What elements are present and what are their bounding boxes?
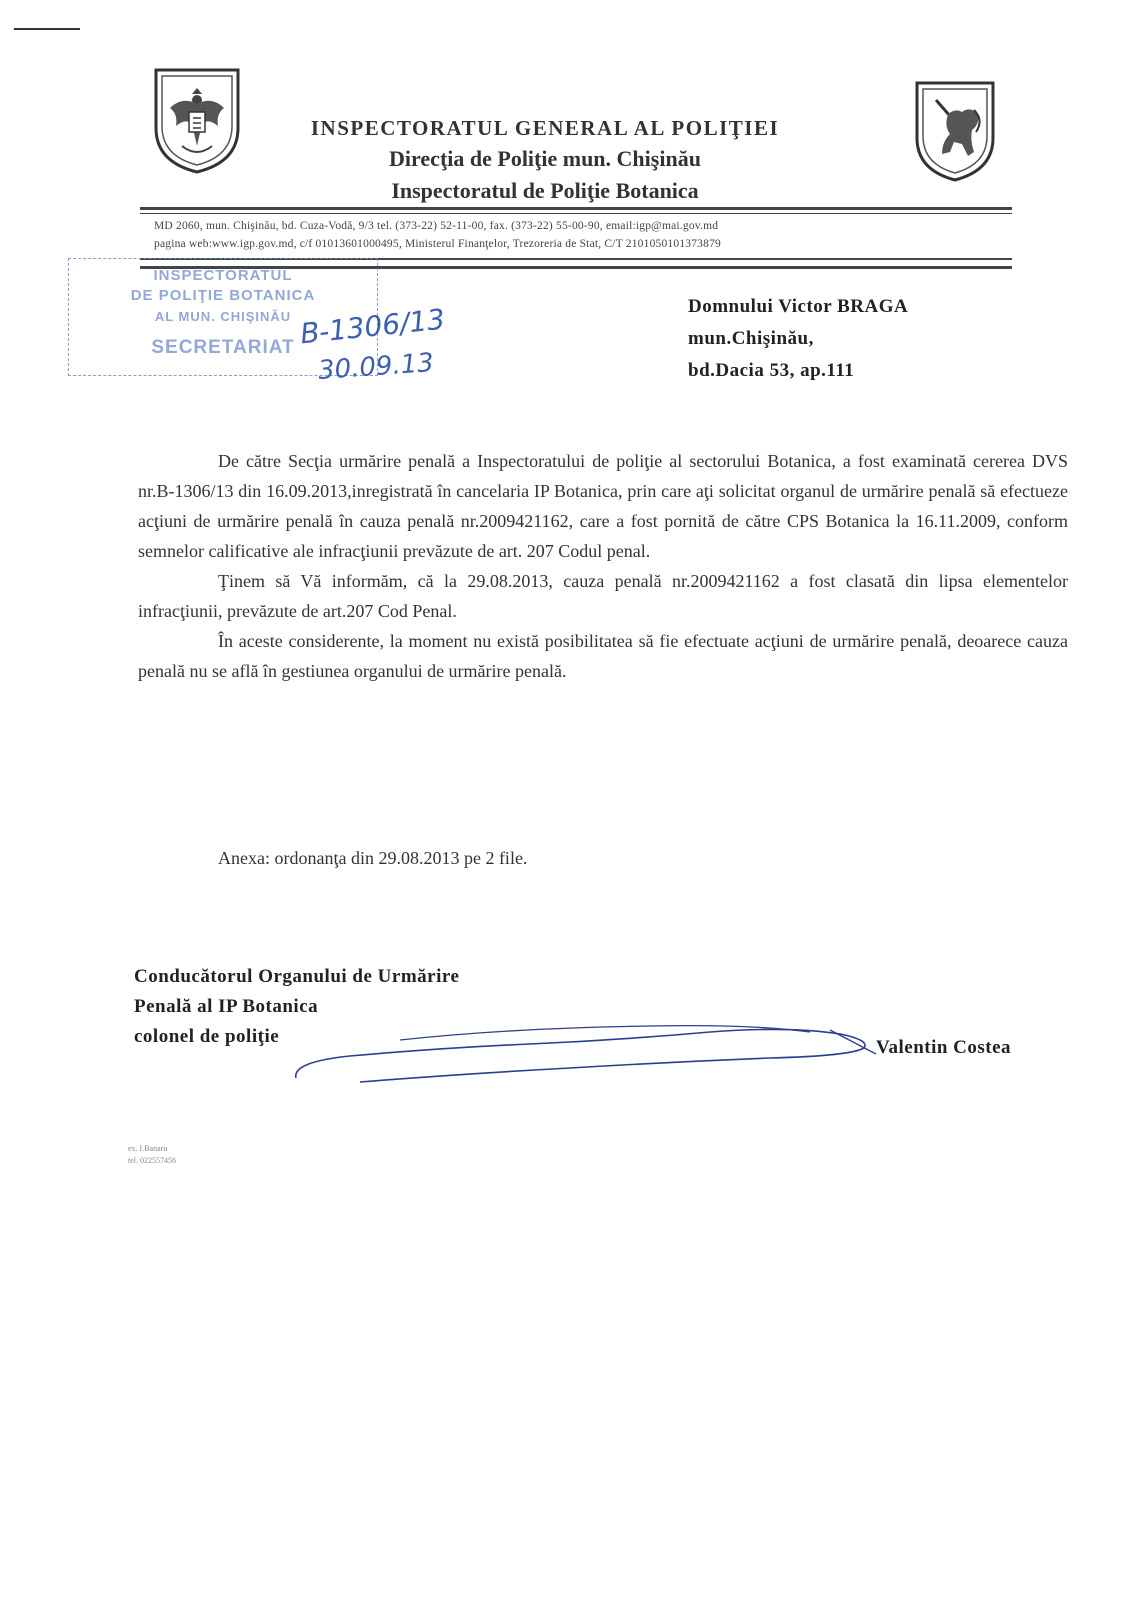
- stamp-line-4: SECRETARIAT: [151, 337, 295, 358]
- inspectorate-name: Inspectoratul de Poliţie Botanica: [391, 178, 699, 203]
- body-paragraph-1: De către Secţia urmărire penală a Inspectoratului de poliţie al sectorului Botanica, a fost examinată cererea DVS nr.B-1306/13 din 16.09.2013,inregistrată în cancelaria IP Botanica, prin care aţi solicitat organul de urmărire penală să efectueze acţiuni de urmărire penală în cauza penală nr.2009421162, care a fost pornită de către CPS Botanica la 16.11.2009, conform semnelor calificative ale infracţiunii prevăzute de art. 207 Codul penal.: [138, 451, 1068, 561]
- registration-date: 30.09.13: [317, 347, 435, 387]
- stamp-line-1: INSPECTORATUL: [153, 267, 293, 284]
- corner-mark: [14, 28, 80, 30]
- directorate-name: Direcţia de Poliţie mun. Chişinău: [389, 146, 701, 171]
- institution-name: INSPECTORATUL GENERAL AL POLIŢIEI: [310, 116, 780, 140]
- executor-name: ex. I.Banaru: [128, 1144, 168, 1153]
- signature-title-line-1: Conducătorul Organului de Urmărire: [134, 966, 460, 987]
- signature-title-line-2: Penală al IP Botanica: [134, 996, 319, 1017]
- contact-line-2: pagina web:www.igp.gov.md, c/f 01013601000495, Ministerul Finanţelor, Trezoreria de Stat, C/T 2101050101373879: [154, 238, 721, 250]
- signature-title-line-3: colonel de poliţie: [134, 1026, 280, 1047]
- annex-note: Anexa: ordonanţa din 29.08.2013 pe 2 file.: [218, 848, 528, 868]
- letter-body: [138, 446, 1068, 686]
- body-paragraph-2: Ţinem să Vă informăm, că la 29.08.2013, cauza penală nr.2009421162 a fost clasată din lipsa elementelor infracţiunii, prevăzute de art.207 Cod Penal.: [138, 571, 1068, 621]
- contact-line-1: MD 2060, mun. Chişinău, bd. Cuza-Vodă, 9/3 tel. (373-22) 52-11-00, fax. (373-22) 55-00-90, email:igp@mai.gov.md: [154, 220, 719, 232]
- header-rule-top: [140, 207, 1012, 210]
- signer-name: Valentin Costea: [876, 1037, 1012, 1058]
- addressee-address: bd.Dacia 53, ap.111: [688, 360, 855, 381]
- handwritten-signature: [290, 1018, 880, 1084]
- body-paragraph-3: În aceste considerente, la moment nu există posibilitatea să fie efectuate acţiuni de urmărire penală, deoarece cauza penală nu se află în gestiunea organului de urmărire penală.: [138, 631, 1068, 681]
- registration-number: B-1306/13: [298, 302, 447, 351]
- header-rule-thin: [140, 213, 1012, 214]
- addressee-name: Domnului Victor BRAGA: [688, 296, 909, 317]
- executor-phone: tel. 022557456: [128, 1156, 176, 1165]
- addressee-city: mun.Chişinău,: [688, 328, 814, 349]
- stamp-line-2: DE POLIŢIE BOTANICA: [130, 287, 316, 304]
- stamp-line-3: AL MUN. CHIŞINĂU: [154, 309, 292, 324]
